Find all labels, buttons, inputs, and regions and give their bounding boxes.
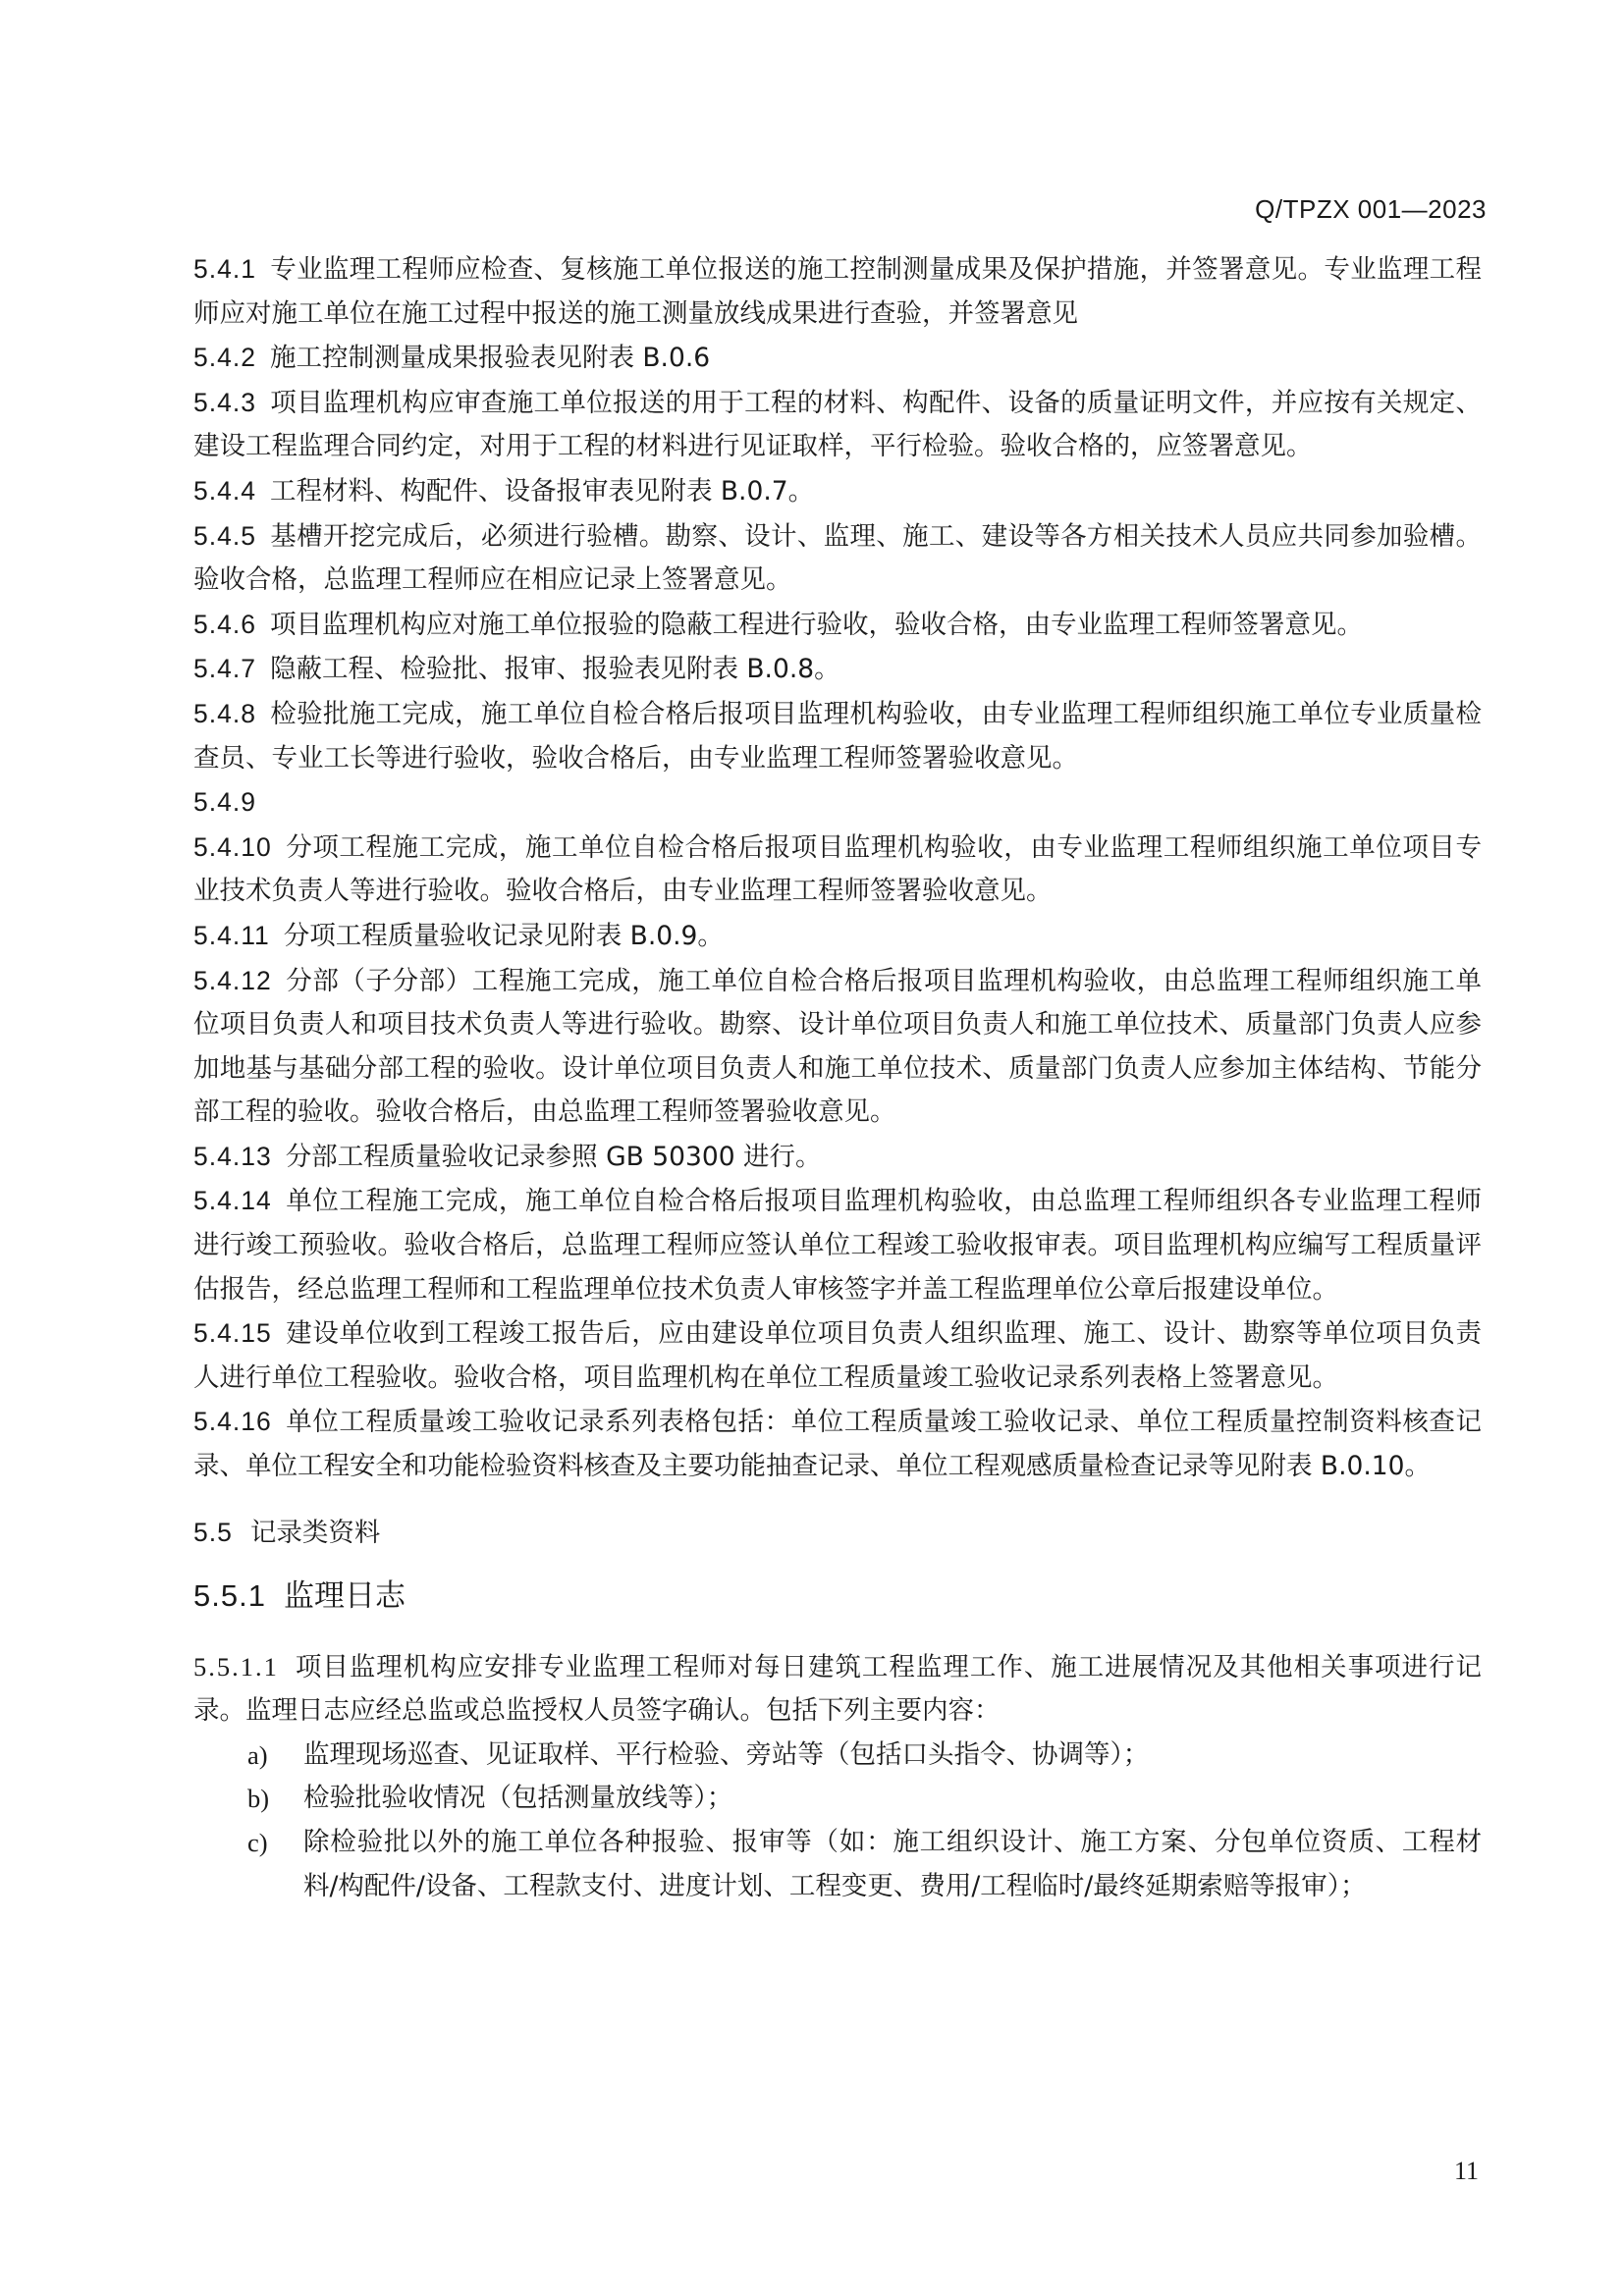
list-item <box>193 1734 1482 1778</box>
clause-text: 分部工程质量验收记录参照 GB 50300 进行。 <box>285 1141 822 1172</box>
clause <box>193 647 1482 692</box>
clause <box>193 469 1482 514</box>
clause <box>193 1135 1482 1180</box>
clause-number: 5.4.8 <box>193 698 256 728</box>
list-item-text: 除检验批以外的施工单位各种报验、报审等（如：施工组织设计、施工方案、分包单位资质、工程材料/构配件/设备、工程款支付、进度计划、工程变更、费用/工程临时/最终延期索赔等报审）； <box>303 1827 1482 1901</box>
clause-number: 5.5.1.1 <box>193 1651 279 1682</box>
clause-text: 建设单位收到工程竣工报告后，应由建设单位项目负责人组织监理、施工、设计、勘察等单位项目负责人进行单位工程验收。验收合格，项目监理机构在单位工程质量竣工验收记录系列表格上签署意见。 <box>193 1318 1482 1393</box>
clause-text: 隐蔽工程、检验批、报审、报验表见附表 B.0.8。 <box>269 654 840 685</box>
clause-number: 5.4.13 <box>193 1141 272 1171</box>
section-title: 记录类资料 <box>249 1517 381 1548</box>
clause <box>193 1179 1482 1311</box>
clause-number: 5.4.5 <box>193 520 256 551</box>
clause <box>193 514 1482 603</box>
clause-text: 检验批施工完成，施工单位自检合格后报项目监理机构验收，由专业监理工程师组织施工单位专业质量检查员、专业工长等进行验收，验收合格后，由专业监理工程师签署验收意见。 <box>193 698 1482 774</box>
list-item <box>193 1777 1482 1821</box>
clause-text: 单位工程施工完成，施工单位自检合格后报项目监理机构验收，由总监理工程师组织各专业监理工程师进行竣工预验收。验收合格后，总监理工程师应签认单位工程竣工验收报审表。项目监理机构应编写工程质量评估报告，经总监理工程师和工程监理单位技术负责人审核签字并盖工程监理单位公章后报建设单位。 <box>193 1186 1482 1305</box>
section-number: 5.5 <box>193 1517 233 1547</box>
clause-text: 分项工程施工完成，施工单位自检合格后报项目监理机构验收，由专业监理工程师组织施工单位项目专业技术负责人等进行验收。验收合格后，由专业监理工程师签署验收意见。 <box>193 831 1482 907</box>
list-item-text: 监理现场巡查、见证取样、平行检验、旁站等（包括口头指令、协调等）； <box>303 1738 1150 1770</box>
clause-text: 分项工程质量验收记录见附表 B.0.9。 <box>283 920 724 951</box>
clause-text: 工程材料、构配件、设备报审表见附表 B.0.7。 <box>269 475 815 507</box>
clause <box>193 826 1482 914</box>
clause-text: 专业监理工程师应检查、复核施工单位报送的施工控制测量成果及保护措施，并签署意见。专业监理工程师应对施工单位在施工过程中报送的施工测量放线成果进行查验，并签署意见 <box>193 254 1482 329</box>
clause <box>193 381 1482 469</box>
clause <box>193 336 1482 381</box>
clause-group-5-4 <box>193 247 1482 1489</box>
clause <box>193 247 1482 336</box>
clause-number: 5.4.12 <box>193 965 272 995</box>
document-code: Q/TPZX 001—2023 <box>1255 194 1487 224</box>
clause <box>193 780 1482 826</box>
clause <box>193 959 1482 1135</box>
clause-number: 5.4.1 <box>193 254 256 284</box>
clause-number: 5.4.11 <box>193 920 270 950</box>
clause-text: 单位工程质量竣工验收记录系列表格包括：单位工程质量竣工验收记录、单位工程质量控制资料核查记录、单位工程安全和功能检验资料核查及主要功能抽查记录、单位工程观感质量检查记录等见附表 B.0.10。 <box>193 1407 1482 1482</box>
clause-number: 5.4.14 <box>193 1186 272 1216</box>
clause-text: 项目监理机构应审查施工单位报送的用于工程的材料、构配件、设备的质量证明文件，并应按有关规定、建设工程监理合同约定，对用于工程的材料进行见证取样，平行检验。验收合格的，应签署意见。 <box>193 387 1482 462</box>
clause-text: 项目监理机构应对施工单位报验的隐蔽工程进行验收，验收合格，由专业监理工程师签署意见。 <box>269 609 1363 640</box>
section-heading-5-5-1 <box>193 1575 1482 1618</box>
clause-5-5-1-1 <box>193 1645 1482 1734</box>
content-list <box>193 1734 1482 1908</box>
clause-number: 5.4.15 <box>193 1318 272 1349</box>
list-marker: a) <box>247 1739 268 1770</box>
clause <box>193 692 1482 780</box>
clause-number: 5.4.3 <box>193 387 256 417</box>
clause-number: 5.4.10 <box>193 831 272 862</box>
section-number: 5.5.1 <box>193 1577 266 1613</box>
list-item-text: 检验批验收情况（包括测量放线等）； <box>303 1783 733 1814</box>
clause <box>193 1400 1482 1488</box>
list-marker: c) <box>247 1828 268 1857</box>
section-heading-5-5 <box>193 1511 1482 1555</box>
section-title: 监理日志 <box>283 1577 406 1614</box>
clause <box>193 914 1482 959</box>
clause-number: 5.4.6 <box>193 609 256 639</box>
clause <box>193 603 1482 648</box>
clause <box>193 1311 1482 1400</box>
clause-number: 5.4.16 <box>193 1407 272 1437</box>
page-number: 11 <box>1453 2157 1479 2185</box>
document-body <box>193 247 1482 1908</box>
clause-number: 5.4.9 <box>193 787 256 818</box>
list-marker: b) <box>247 1784 270 1814</box>
clause-text: 项目监理机构应安排专业监理工程师对每日建筑工程监理工作、施工进展情况及其他相关事项进行记录。监理日志应经总监或总监授权人员签字确认。包括下列主要内容： <box>193 1651 1482 1727</box>
clause-text: 分部（子分部）工程施工完成，施工单位自检合格后报项目监理机构验收，由总监理工程师组织施工单位项目负责人和项目技术负责人等进行验收。勘察、设计单位项目负责人和施工单位技术、质量部门负责人应参加地基与基础分部工程的验收。设计单位项目负责人和施工单位技术、质量部门负责人应参加主体结构、节能分部工程的验收。验收合格后，由总监理工程师签署验收意见。 <box>193 965 1482 1128</box>
list-item <box>193 1821 1482 1908</box>
clause-text: 施工控制测量成果报验表见附表 B.0.6 <box>269 343 711 374</box>
clause-number: 5.4.2 <box>193 343 256 373</box>
clause-text: 基槽开挖完成后，必须进行验槽。勘察、设计、监理、施工、建设等各方相关技术人员应共同参加验槽。验收合格，总监理工程师应在相应记录上签署意见。 <box>193 520 1482 596</box>
clause-number: 5.4.4 <box>193 475 256 506</box>
clause-number: 5.4.7 <box>193 654 256 684</box>
